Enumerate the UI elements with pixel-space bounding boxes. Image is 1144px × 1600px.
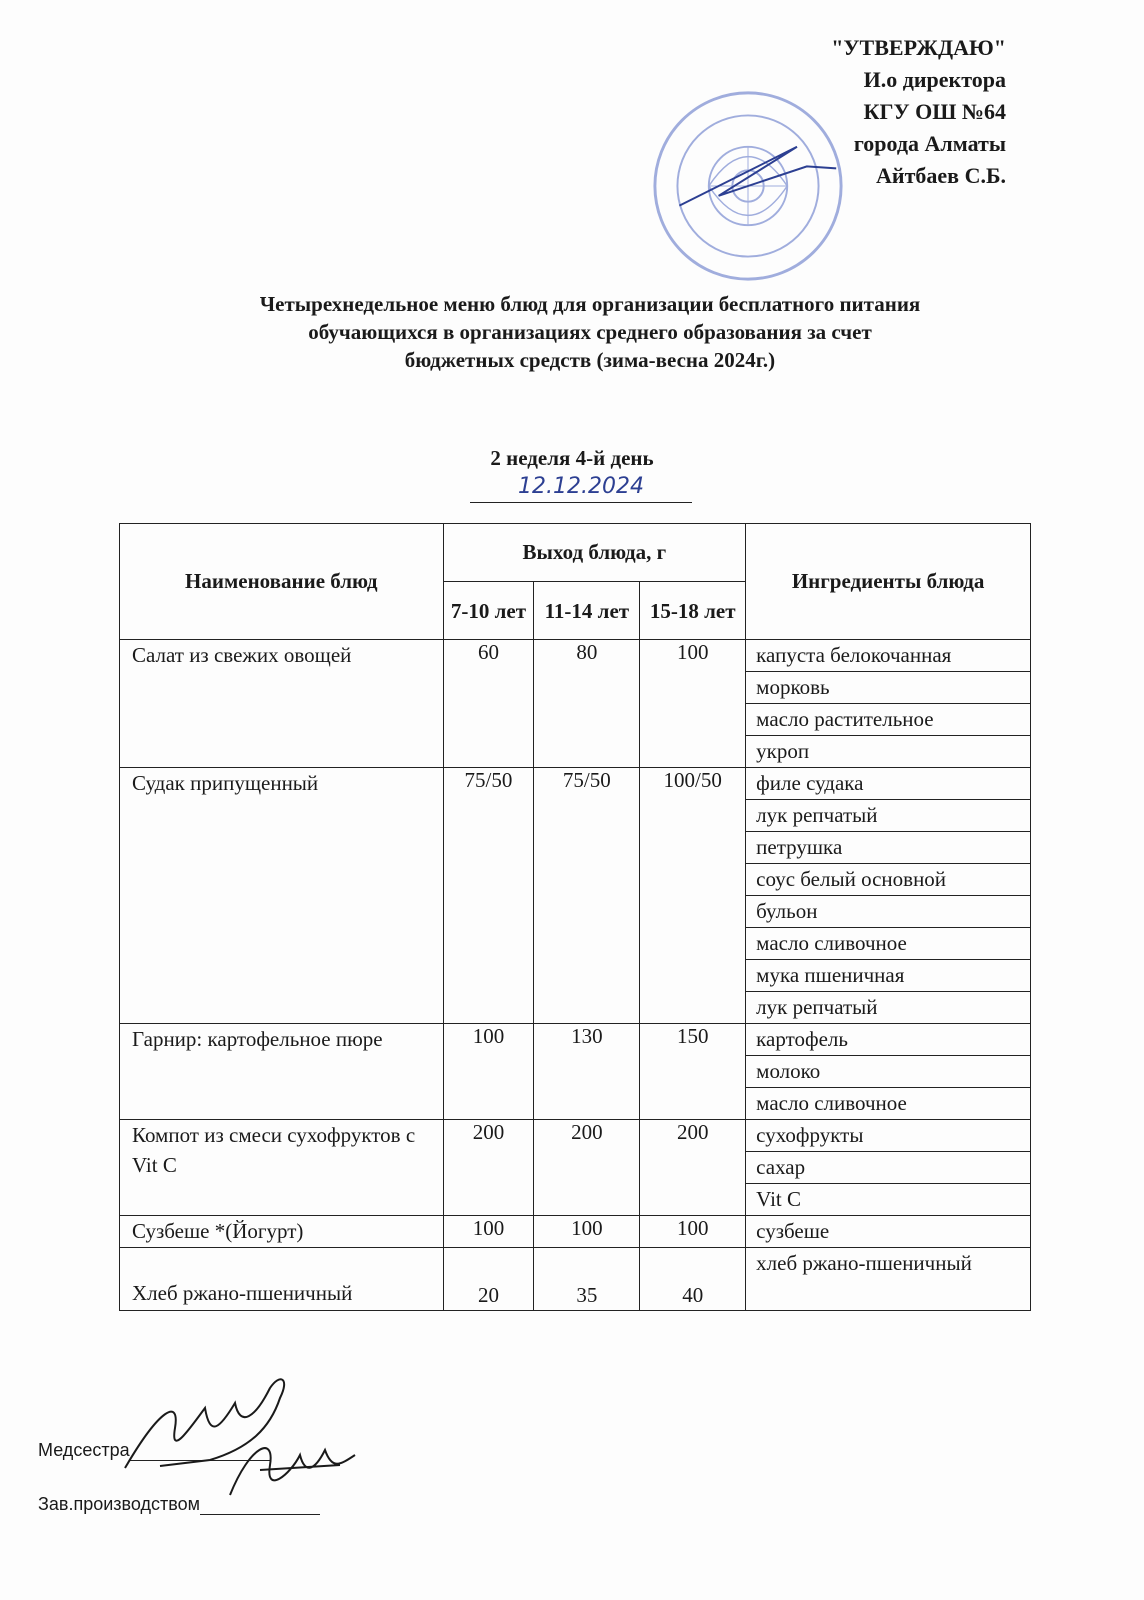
approval-block [831, 32, 1006, 192]
col-header-ingredients: Ингредиенты блюда [746, 524, 1031, 640]
table-row [120, 1024, 1031, 1056]
dish-name: Гарнир: картофельное пюре [120, 1024, 444, 1120]
ingredient: сухофрукты [746, 1120, 1031, 1152]
col-header-name: Наименование блюд [120, 524, 444, 640]
menu-table [119, 523, 1031, 1311]
yield-value: 100/50 [640, 768, 746, 1024]
yield-value: 100 [443, 1216, 534, 1248]
yield-value: 80 [534, 640, 640, 768]
approval-city: города Алматы [853, 131, 1006, 156]
yield-value: 100 [443, 1024, 534, 1120]
yield-value: 60 [443, 640, 534, 768]
ingredient: масло растительное [746, 704, 1031, 736]
ingredient: молоко [746, 1056, 1031, 1088]
dish-name: Хлеб ржано-пшеничный [120, 1248, 444, 1311]
yield-value: 130 [534, 1024, 640, 1120]
title-line-1: Четырехнедельное меню блюд для организации бесплатного питания [259, 292, 921, 316]
ingredient: капуста белокочанная [746, 640, 1031, 672]
ingredient: сахар [746, 1152, 1031, 1184]
ingredient: петрушка [746, 832, 1031, 864]
table-row [120, 1120, 1031, 1152]
ingredient: морковь [746, 672, 1031, 704]
approval-person: Айтбаев С.Б. [876, 163, 1006, 188]
table-row [120, 1248, 1031, 1311]
dish-name: Сузбеше *(Йогурт) [120, 1216, 444, 1248]
dish-name: Компот из смеси сухофруктов с Vit C [120, 1120, 444, 1216]
yield-value: 100 [640, 1216, 746, 1248]
ingredient: сузбеше [746, 1216, 1031, 1248]
ingredient: масло сливочное [746, 1088, 1031, 1120]
table-row [120, 640, 1031, 672]
yield-value: 20 [443, 1248, 534, 1311]
approval-org: КГУ ОШ №64 [863, 99, 1006, 124]
yield-value: 150 [640, 1024, 746, 1120]
ingredient: хлеб ржано-пшеничный [746, 1248, 1031, 1311]
ingredient: мука пшеничная [746, 960, 1031, 992]
yield-value: 40 [640, 1248, 746, 1311]
yield-value: 100 [534, 1216, 640, 1248]
nurse-label: Медсестра [38, 1440, 130, 1460]
ingredient: лук репчатый [746, 800, 1031, 832]
ingredient: лук репчатый [746, 992, 1031, 1024]
title-line-3: бюджетных средств (зима-весна 2024г.) [404, 348, 776, 372]
yield-value: 200 [443, 1120, 534, 1216]
table-row [120, 1216, 1031, 1248]
official-stamp [650, 88, 846, 284]
ingredient: картофель [746, 1024, 1031, 1056]
document-title [120, 290, 1060, 374]
dish-name: Судак припущенный [120, 768, 444, 1024]
ingredient: бульон [746, 896, 1031, 928]
yield-value: 75/50 [534, 768, 640, 1024]
col-header-age: 15-18 лет [640, 582, 746, 640]
col-header-age: 7-10 лет [443, 582, 534, 640]
col-header-age: 11-14 лет [534, 582, 640, 640]
ingredient: Vit C [746, 1184, 1031, 1216]
ingredient: филе судака [746, 768, 1031, 800]
ingredient: укроп [746, 736, 1031, 768]
week-day: 2 неделя 4-й день [490, 446, 654, 470]
ingredient: соус белый основной [746, 864, 1031, 896]
yield-value: 35 [534, 1248, 640, 1311]
approval-heading: "УТВЕРЖДАЮ" [831, 35, 1006, 60]
table-row [120, 768, 1031, 800]
yield-value: 75/50 [443, 768, 534, 1024]
ingredient: масло сливочное [746, 928, 1031, 960]
dish-name: Салат из свежих овощей [120, 640, 444, 768]
yield-value: 200 [534, 1120, 640, 1216]
approval-position: И.о директора [863, 67, 1006, 92]
yield-value: 100 [640, 640, 746, 768]
title-line-2: обучающихся в организациях среднего образования за счет [308, 320, 872, 344]
menu-date: 12.12.2024 [470, 472, 692, 503]
col-header-yield: Выход блюда, г [443, 524, 746, 582]
production-head-label: Зав.производством [38, 1494, 200, 1514]
yield-value: 200 [640, 1120, 746, 1216]
production-head-signature [220, 1425, 360, 1505]
